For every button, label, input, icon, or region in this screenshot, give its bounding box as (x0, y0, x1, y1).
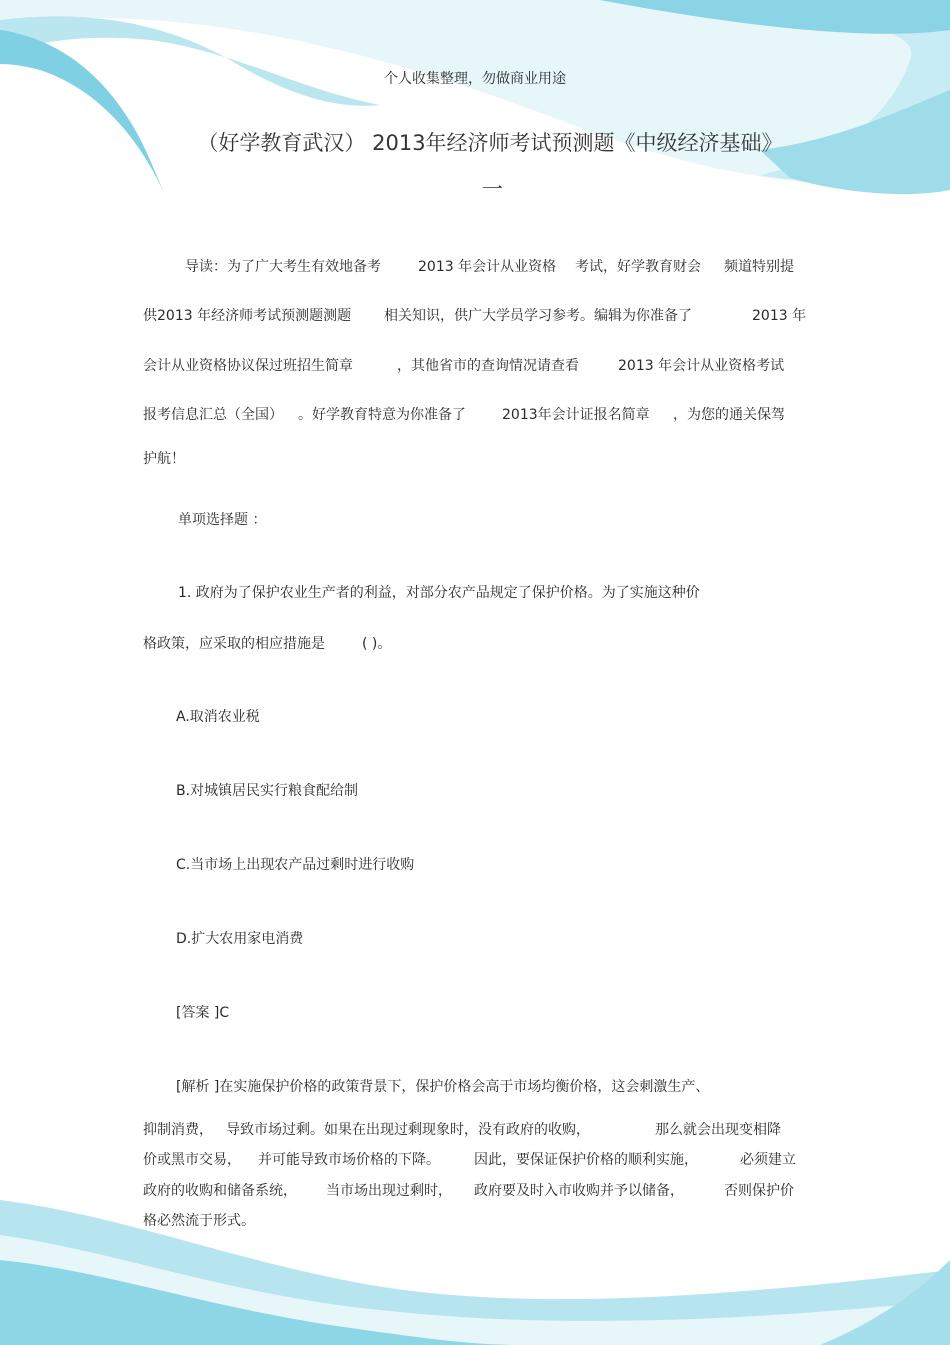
intro-text: 2013 年 (752, 308, 807, 324)
intro-text: 报考信息汇总（全国） (143, 407, 283, 423)
intro-text: ，其他省市的查询情况请查看 (397, 358, 579, 374)
analysis-line-2 (0, 1120, 950, 1140)
analysis-text: 政府的收购和储备系统， (143, 1183, 297, 1199)
intro-line-2 (0, 306, 950, 326)
analysis-line-4 (0, 1181, 950, 1201)
intro-text: 会计从业资格协议保过班招生简章 (143, 358, 353, 374)
analysis-text: 导致市场过剩。如果在出现过剩现象时，没有政府的收购， (226, 1122, 590, 1138)
analysis-text: 否则保护价 (724, 1183, 794, 1199)
intro-text: 频道特别提 (724, 259, 794, 275)
intro-text: 2013 年会计从业资格 (418, 259, 557, 275)
option-d: D.扩大农用家电消费 (176, 931, 304, 947)
intro-line-1 (0, 257, 950, 277)
analysis-text: 当市场出现过剩时， (326, 1183, 452, 1199)
analysis-text: 政府要及时入市收购并予以储备， (474, 1183, 684, 1199)
question-line-2 (0, 634, 950, 654)
section-heading: 单项选择题 ： (178, 512, 267, 528)
analysis-line-1: [解析 ]在实施保护价格的政策背景下，保护价格会高于市场均衡价格，这会刺激生产、 (176, 1079, 710, 1095)
question-text: 1. 政府为了保护农业生产者的利益，对部分农产品规定了保护价格。为了实施这种价 (178, 585, 700, 601)
answer: [答案 ]C (176, 1005, 230, 1021)
intro-text: 考试，好学教育财会 (575, 259, 701, 275)
analysis-text: 必须建立 (740, 1152, 796, 1168)
header-note: 个人收集整理，勿做商业用途 (384, 71, 566, 87)
intro-text: ，为您的通关保驾 (673, 407, 785, 423)
question-text: 格政策，应采取的相应措施是 (143, 636, 325, 652)
page-title-continuation: 一 (482, 177, 503, 201)
intro-line-4 (0, 405, 950, 425)
analysis-line-5: 格必然流于形式。 (143, 1213, 255, 1229)
intro-text: 2013 年会计从业资格考试 (618, 358, 785, 374)
analysis-text: 那么就会出现变相降 (655, 1122, 781, 1138)
analysis-line-3 (0, 1150, 950, 1170)
intro-text: 相关知识，供广大学员学习参考。编辑为你准备了 (384, 308, 692, 324)
intro-line-3 (0, 356, 950, 376)
option-b: B.对城镇居民实行粮食配给制 (176, 783, 359, 799)
intro-text: 。好学教育特意为你准备了 (298, 407, 466, 423)
analysis-text: 因此，要保证保护价格的顺利实施， (474, 1152, 698, 1168)
question-blank: ( )。 (362, 636, 392, 652)
intro-line-5: 护航！ (143, 451, 185, 467)
option-c: C.当市场上出现农产品过剩时进行收购 (176, 857, 415, 873)
analysis-text: 价或黑市交易， (143, 1152, 241, 1168)
intro-text: 2013年会计证报名简章 (502, 407, 650, 423)
intro-text: 导读：为了广大考生有效地备考 (185, 259, 381, 275)
option-a: A.取消农业税 (176, 709, 260, 725)
intro-text: 供2013 年经济师考试预测题测题 (143, 308, 352, 324)
analysis-text: 抑制消费， (143, 1122, 213, 1138)
analysis-text: 并可能导致市场价格的下降。 (258, 1152, 440, 1168)
page-title: （好学教育武汉） 2013年经济师考试预测题《中级经济基础》 (197, 131, 783, 155)
